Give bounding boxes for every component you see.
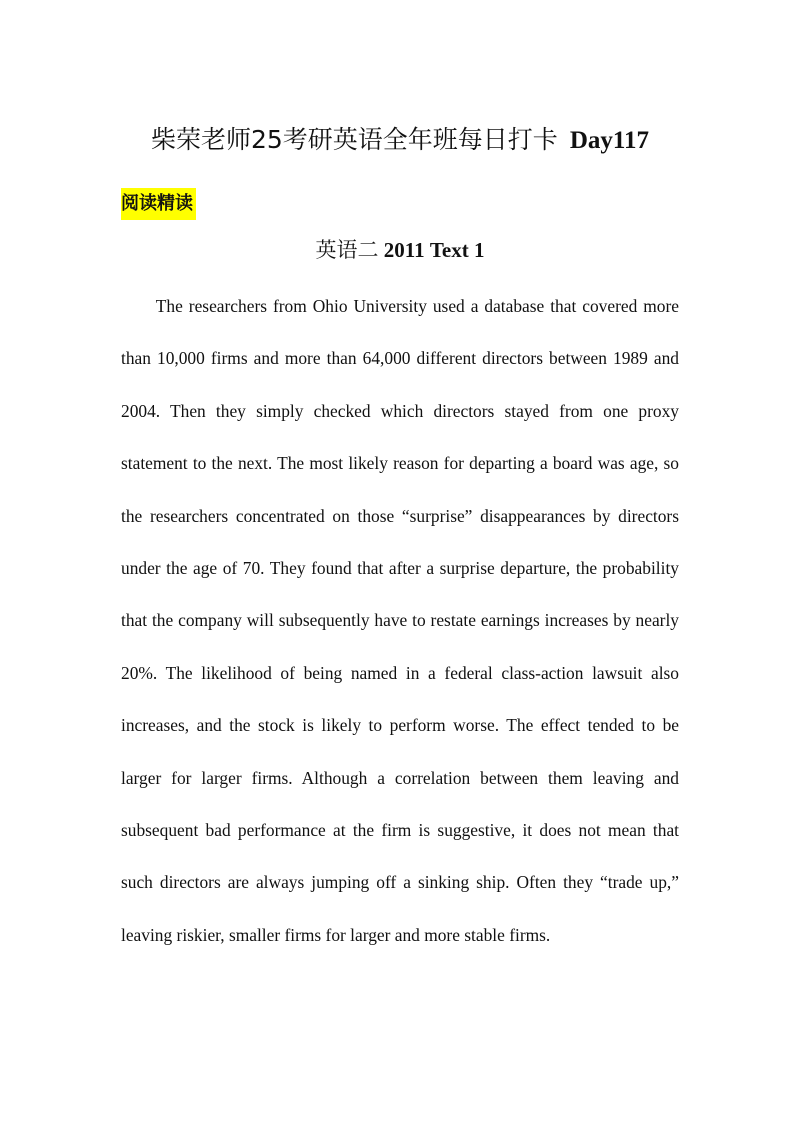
page-title bbox=[0, 120, 800, 161]
reading-passage: The researchers from Ohio University used a database that covered more than 10,000 firms and more than 64,000 different directors between 1989 and 2004. Then they simply checked which directors stayed from one proxy statement to the next. The most likely reason for departing a board was age, so the researchers concentrated on those “surprise” disappearances by directors under the age of 70. They found that after a surprise departure, the probability that the company will subsequently have to restate earnings increases by nearly 20%. The likelihood of being named in a federal class-action lawsuit also increases, and the stock is likely to perform worse. The effect tended to be larger for larger firms. Although a correlation between them leaving and subsequent bad performance at the firm is suggestive, it does not mean that such directors are always jumping off a sinking ship. Often they “trade up,” leaving riskier, smaller firms for larger and more stable firms. bbox=[121, 296, 679, 945]
text-heading-cn: 英语二 bbox=[315, 238, 379, 262]
text-heading-en: 2011 Text 1 bbox=[383, 238, 485, 262]
page-title-cn: 柴荣老师25考研英语全年班每日打卡 bbox=[150, 125, 558, 154]
section-tag-highlight: 阅读精读 bbox=[121, 188, 196, 220]
page-title-day: Day117 bbox=[569, 127, 649, 154]
text-heading bbox=[0, 232, 800, 268]
